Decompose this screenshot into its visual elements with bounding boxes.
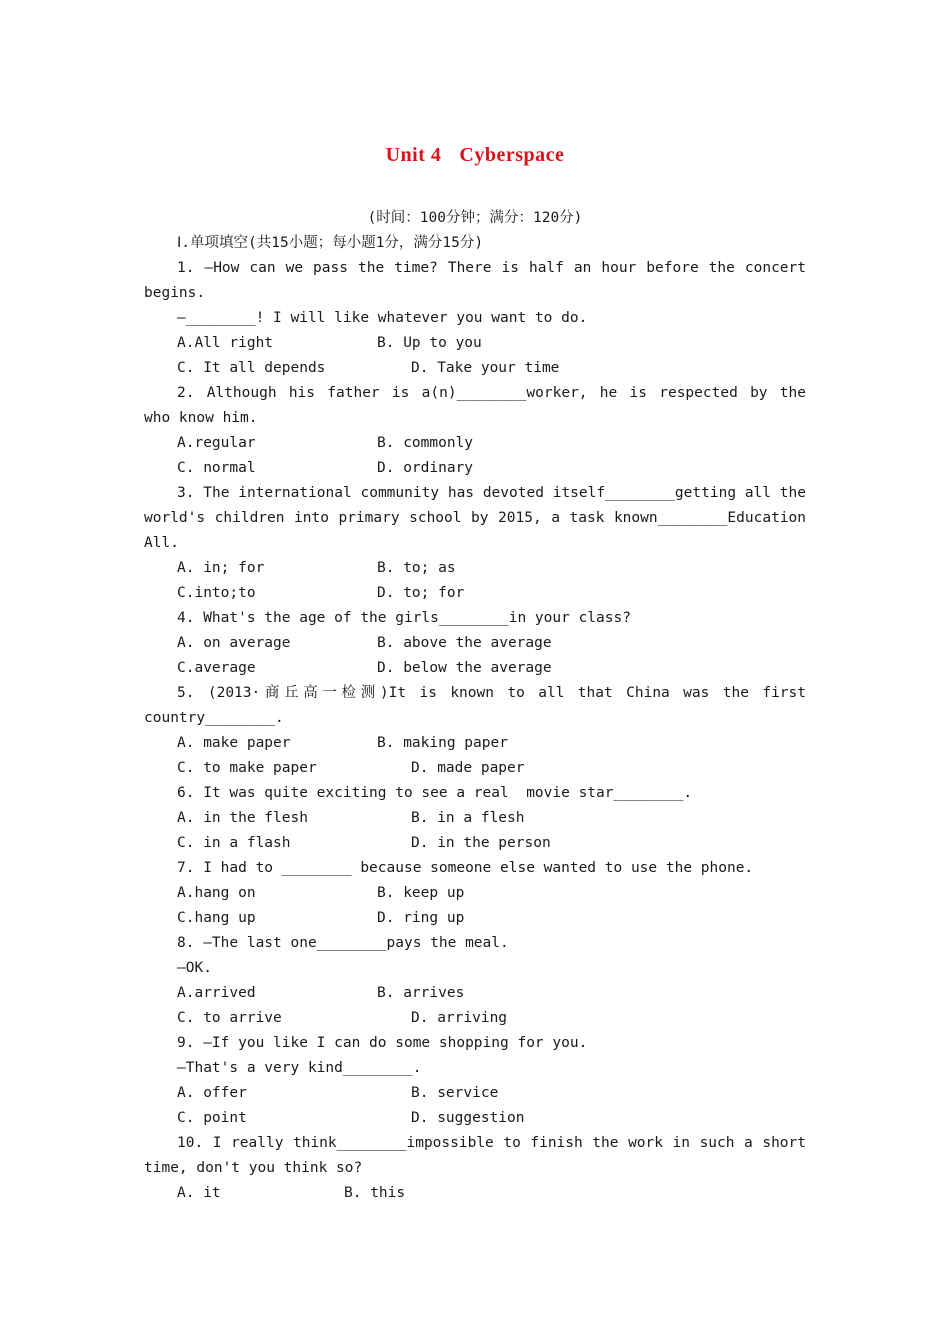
question-4-option-b: B. above the average <box>377 635 552 651</box>
question-4-stem: 4. What's the age of the girls________in your class? <box>177 610 631 626</box>
question-1-option-b: B. Up to you <box>377 335 482 351</box>
page-title <box>0 144 950 167</box>
question-1-option-d: D. Take your time <box>411 360 560 376</box>
question-10-option-b: B. this <box>344 1185 406 1201</box>
question-5-option-b: B. making paper <box>377 735 508 751</box>
question-5-option-d: D. made paper <box>411 760 525 776</box>
question-1-stem-cont: begins. <box>144 285 206 301</box>
question-8-option-d: D. arriving <box>411 1010 508 1026</box>
question-2-option-a: A.regular <box>177 435 256 451</box>
question-5-option-a: A. make paper <box>177 735 291 751</box>
question-6-option-d: D. in the person <box>411 835 551 851</box>
question-10-option-a: A. it <box>177 1185 221 1201</box>
question-7-stem: 7. I had to ________ because someone else wanted to use the phone. <box>177 860 754 876</box>
question-8-option-a: A.arrived <box>177 985 256 1001</box>
question-6-option-c: C. in a flash <box>177 835 291 851</box>
question-9-option-d: D. suggestion <box>411 1110 525 1126</box>
question-4-option-d: D. below the average <box>377 660 552 676</box>
question-7-option-b: B. keep up <box>377 885 465 901</box>
question-3-option-a: A. in; for <box>177 560 265 576</box>
question-3-option-d: D. to; for <box>377 585 465 601</box>
question-8-option-b: B. arrives <box>377 985 465 1001</box>
question-6-stem: 6. It was quite exciting to see a real movie star________. <box>177 785 693 801</box>
question-3-option-b: B. to; as <box>377 560 456 576</box>
question-7-option-c: C.hang up <box>177 910 256 926</box>
question-7-option-a: A.hang on <box>177 885 256 901</box>
question-9-option-b: B. service <box>411 1085 499 1101</box>
question-8-response: —OK. <box>177 960 212 976</box>
title-unit: Unit 4 <box>385 144 442 166</box>
question-2-option-d: D. ordinary <box>377 460 474 476</box>
question-1-stem: 1. —How can we pass the time? There is half an hour before the concert <box>177 260 806 276</box>
question-10-stem: 10. I really think________impossible to finish the work in such a short <box>177 1135 806 1151</box>
question-4-option-a: A. on average <box>177 635 291 651</box>
title-name: Cyberspace <box>459 144 565 166</box>
section-heading: Ⅰ.单项填空(共15小题；每小题1分，满分15分) <box>177 235 484 251</box>
question-5-stem-cont: country________. <box>144 710 284 726</box>
question-3-option-c: C.into;to <box>177 585 256 601</box>
question-3-stem-end: All. <box>144 535 179 551</box>
question-9-response: —That's a very kind________. <box>177 1060 422 1076</box>
question-8-stem: 8. —The last one________pays the meal. <box>177 935 509 951</box>
question-2-option-c: C. normal <box>177 460 256 476</box>
question-7-option-d: D. ring up <box>377 910 465 926</box>
question-5-stem: 5. (2013·商丘高一检测)It is known to all that China was the first <box>177 685 806 701</box>
question-9-option-a: A. offer <box>177 1085 247 1101</box>
question-1-response: —________! I will like whatever you want to do. <box>177 310 588 326</box>
time-info: (时间：100分钟；满分：120分) <box>367 210 583 226</box>
question-8-option-c: C. to arrive <box>177 1010 282 1026</box>
question-4-option-c: C.average <box>177 660 256 676</box>
question-3-stem: 3. The international community has devoted itself________getting all the <box>177 485 806 501</box>
question-6-option-a: A. in the flesh <box>177 810 308 826</box>
question-2-stem: 2. Although his father is a(n)________worker, he is respected by the <box>177 385 806 401</box>
question-10-stem-cont: time, don't you think so? <box>144 1160 363 1176</box>
question-1-option-c: C. It all depends <box>177 360 326 376</box>
question-2-stem-cont: who know him. <box>144 410 258 426</box>
question-5-option-c: C. to make paper <box>177 760 317 776</box>
question-9-stem: 9. —If you like I can do some shopping for you. <box>177 1035 588 1051</box>
question-9-option-c: C. point <box>177 1110 247 1126</box>
question-2-option-b: B. commonly <box>377 435 474 451</box>
question-1-option-a: A.All right <box>177 335 274 351</box>
question-6-option-b: B. in a flesh <box>411 810 525 826</box>
question-3-stem-cont: world's children into primary school by 2015, a task known________Education <box>144 510 806 526</box>
